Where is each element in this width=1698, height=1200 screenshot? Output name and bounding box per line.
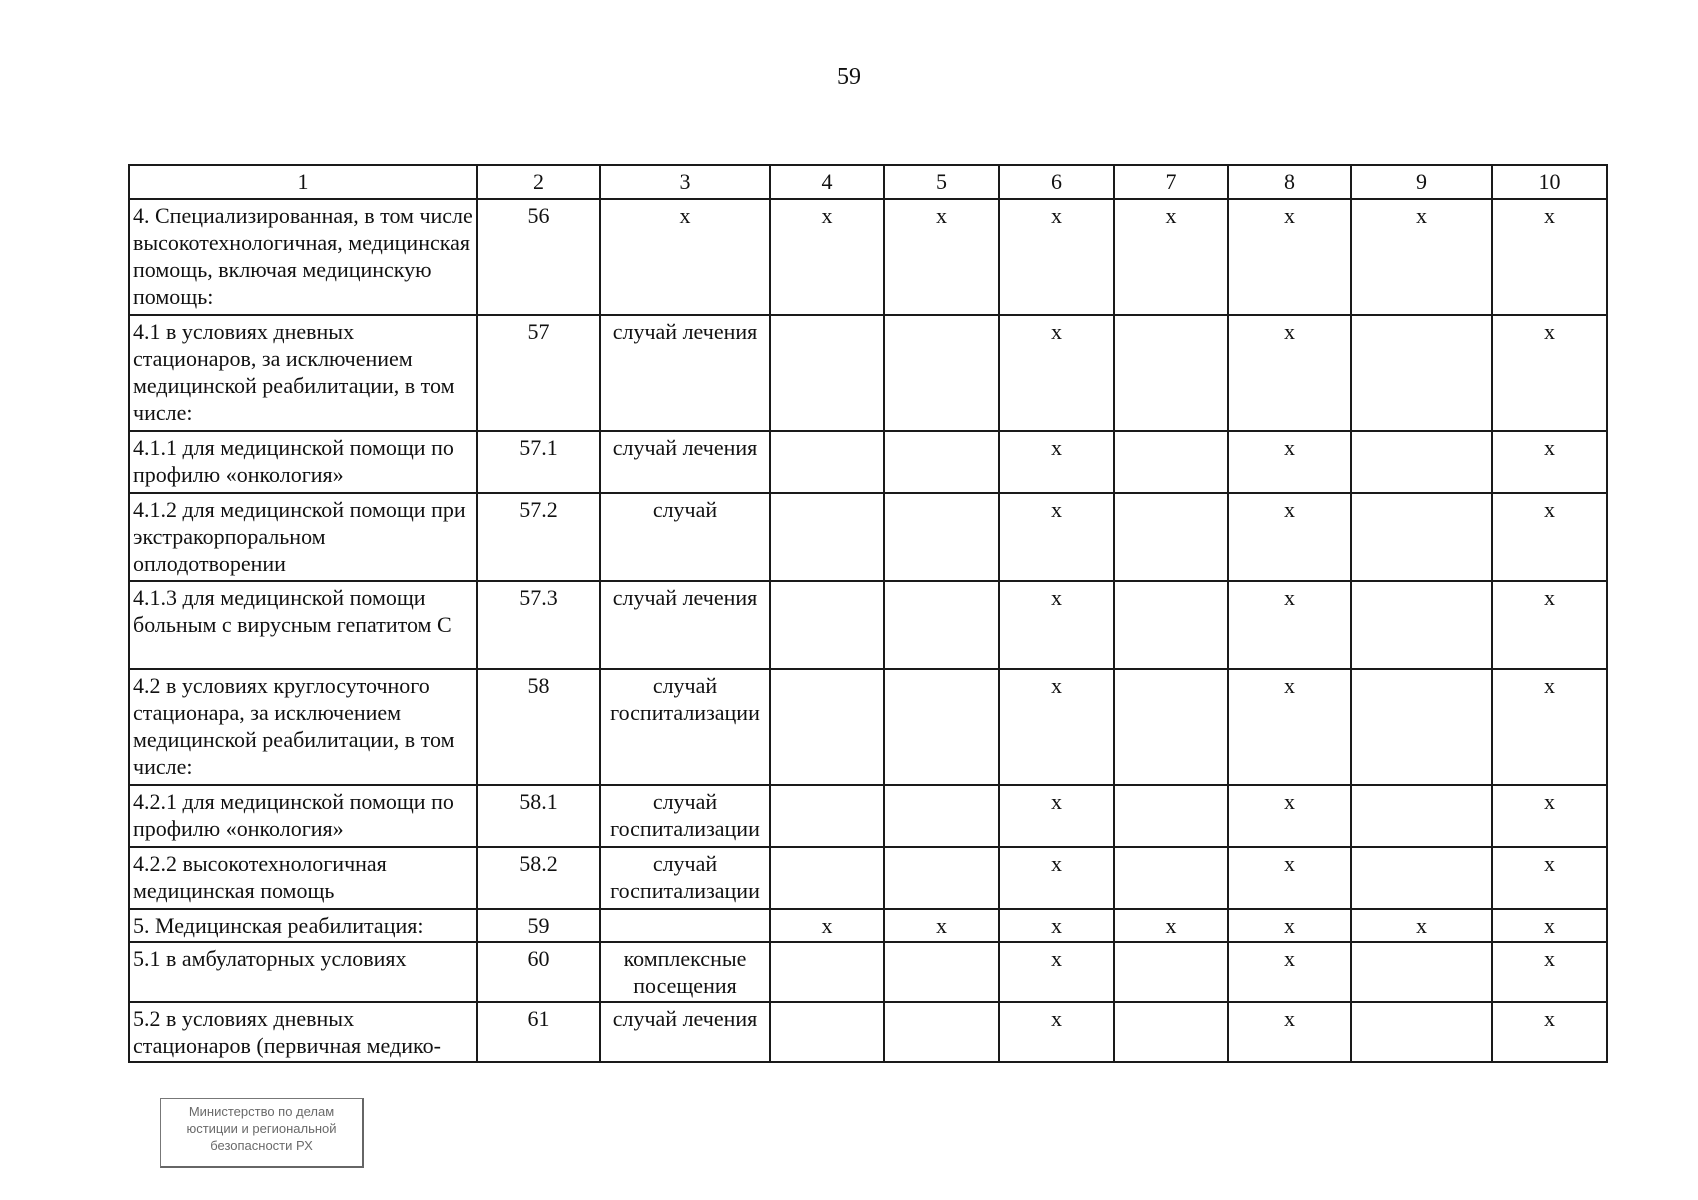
table-row bbox=[129, 785, 1607, 847]
page-number: 59 bbox=[837, 64, 861, 90]
row-name: 4.2.1 для медицинской помощи по профилю «онкология» bbox=[129, 785, 477, 847]
cell-col4 bbox=[770, 315, 884, 431]
row-unit: случай госпитализации bbox=[600, 847, 770, 909]
cell-col4 bbox=[770, 942, 884, 1002]
cell-col7 bbox=[1114, 669, 1228, 785]
cell-col10: х bbox=[1492, 847, 1607, 909]
cell-col10: х bbox=[1492, 581, 1607, 669]
cell-col6: х bbox=[999, 1002, 1114, 1062]
cell-col9: х bbox=[1351, 909, 1492, 942]
cell-col10: х bbox=[1492, 1002, 1607, 1062]
cell-col8: х bbox=[1228, 847, 1351, 909]
cell-col6: х bbox=[999, 199, 1114, 315]
cell-col7 bbox=[1114, 431, 1228, 493]
row-name: 5. Медицинская реабилитация: bbox=[129, 909, 477, 942]
row-name: 4.1.2 для медицинской помощи при экстракорпоральном оплодотворении bbox=[129, 493, 477, 581]
cell-col5 bbox=[884, 785, 999, 847]
cell-col7 bbox=[1114, 847, 1228, 909]
cell-col7 bbox=[1114, 785, 1228, 847]
cell-col6: х bbox=[999, 785, 1114, 847]
row-unit: случай лечения bbox=[600, 1002, 770, 1062]
cell-col5 bbox=[884, 1002, 999, 1062]
cell-col10: х bbox=[1492, 431, 1607, 493]
row-code: 58.1 bbox=[477, 785, 600, 847]
column-header: 1 bbox=[129, 165, 477, 199]
cell-col9 bbox=[1351, 847, 1492, 909]
cell-col9: х bbox=[1351, 199, 1492, 315]
column-header: 9 bbox=[1351, 165, 1492, 199]
cell-col4 bbox=[770, 1002, 884, 1062]
cell-col8: х bbox=[1228, 581, 1351, 669]
cell-col7: х bbox=[1114, 909, 1228, 942]
row-code: 61 bbox=[477, 1002, 600, 1062]
table-row bbox=[129, 581, 1607, 669]
cell-col8: х bbox=[1228, 909, 1351, 942]
cell-col5 bbox=[884, 942, 999, 1002]
cell-col9 bbox=[1351, 581, 1492, 669]
cell-col7 bbox=[1114, 581, 1228, 669]
cell-col8: х bbox=[1228, 493, 1351, 581]
cell-col4 bbox=[770, 431, 884, 493]
cell-col8: х bbox=[1228, 199, 1351, 315]
row-name: 4.1 в условиях дневных стационаров, за исключением медицинской реабилитации, в том числе: bbox=[129, 315, 477, 431]
cell-col4 bbox=[770, 581, 884, 669]
table-row bbox=[129, 493, 1607, 581]
row-unit: случай госпитализации bbox=[600, 785, 770, 847]
cell-col6: х bbox=[999, 315, 1114, 431]
row-name: 4.1.1 для медицинской помощи по профилю «онкология» bbox=[129, 431, 477, 493]
cell-col4 bbox=[770, 847, 884, 909]
cell-col4: х bbox=[770, 909, 884, 942]
row-unit: случай bbox=[600, 493, 770, 581]
cell-col7 bbox=[1114, 493, 1228, 581]
column-header: 5 bbox=[884, 165, 999, 199]
cell-col5 bbox=[884, 847, 999, 909]
cell-col10: х bbox=[1492, 199, 1607, 315]
cell-col4 bbox=[770, 785, 884, 847]
row-unit: х bbox=[600, 199, 770, 315]
row-unit: случай лечения bbox=[600, 581, 770, 669]
row-unit: комплексные посещения bbox=[600, 942, 770, 1002]
cell-col10: х bbox=[1492, 669, 1607, 785]
row-name: 5.2 в условиях дневных стационаров (первичная медико- bbox=[129, 1002, 477, 1062]
row-code: 56 bbox=[477, 199, 600, 315]
row-code: 57.1 bbox=[477, 431, 600, 493]
table-row bbox=[129, 909, 1607, 942]
table-row bbox=[129, 315, 1607, 431]
cell-col5 bbox=[884, 581, 999, 669]
cell-col8: х bbox=[1228, 669, 1351, 785]
cell-col9 bbox=[1351, 431, 1492, 493]
row-unit: случай лечения bbox=[600, 315, 770, 431]
column-header: 4 bbox=[770, 165, 884, 199]
cell-col6: х bbox=[999, 847, 1114, 909]
stamp-line: юстиции и региональной bbox=[186, 1121, 337, 1136]
cell-col5: х bbox=[884, 199, 999, 315]
cell-col5 bbox=[884, 669, 999, 785]
row-code: 57 bbox=[477, 315, 600, 431]
cell-col8: х bbox=[1228, 785, 1351, 847]
table-row bbox=[129, 199, 1607, 315]
row-code: 59 bbox=[477, 909, 600, 942]
cell-col4 bbox=[770, 669, 884, 785]
row-unit: случай лечения bbox=[600, 431, 770, 493]
cell-col5 bbox=[884, 431, 999, 493]
row-name: 5.1 в амбулаторных условиях bbox=[129, 942, 477, 1002]
header-row bbox=[129, 165, 1607, 199]
cell-col7: х bbox=[1114, 199, 1228, 315]
row-code: 58.2 bbox=[477, 847, 600, 909]
cell-col10: х bbox=[1492, 785, 1607, 847]
cell-col10: х bbox=[1492, 315, 1607, 431]
cell-col9 bbox=[1351, 315, 1492, 431]
cell-col8: х bbox=[1228, 315, 1351, 431]
cell-col5: х bbox=[884, 909, 999, 942]
row-name: 4.1.3 для медицинской помощи больным с вирусным гепатитом С bbox=[129, 581, 477, 669]
stamp-line: безопасности РХ bbox=[210, 1138, 313, 1153]
row-name: 4.2.2 высокотехнологичная медицинская помощь bbox=[129, 847, 477, 909]
table-row bbox=[129, 1002, 1607, 1062]
row-code: 57.3 bbox=[477, 581, 600, 669]
cell-col10: х bbox=[1492, 909, 1607, 942]
stamp-line: Министерство по делам bbox=[188, 1104, 335, 1119]
cell-col6: х bbox=[999, 493, 1114, 581]
cell-col9 bbox=[1351, 669, 1492, 785]
cell-col9 bbox=[1351, 785, 1492, 847]
cell-col9 bbox=[1351, 493, 1492, 581]
cell-col8: х bbox=[1228, 1002, 1351, 1062]
row-code: 57.2 bbox=[477, 493, 600, 581]
table-row bbox=[129, 431, 1607, 493]
cell-col6: х bbox=[999, 909, 1114, 942]
cell-col9 bbox=[1351, 942, 1492, 1002]
cell-col6: х bbox=[999, 669, 1114, 785]
row-code: 58 bbox=[477, 669, 600, 785]
cell-col7 bbox=[1114, 1002, 1228, 1062]
table-row bbox=[129, 942, 1607, 1002]
cell-col10: х bbox=[1492, 493, 1607, 581]
ministry-stamp bbox=[160, 1098, 364, 1168]
cell-col9 bbox=[1351, 1002, 1492, 1062]
cell-col7 bbox=[1114, 315, 1228, 431]
column-header: 2 bbox=[477, 165, 600, 199]
cell-col8: х bbox=[1228, 942, 1351, 1002]
cell-col6: х bbox=[999, 431, 1114, 493]
row-unit bbox=[600, 909, 770, 942]
table-row bbox=[129, 669, 1607, 785]
cell-col5 bbox=[884, 315, 999, 431]
table-row bbox=[129, 847, 1607, 909]
cell-col4: х bbox=[770, 199, 884, 315]
cell-col8: х bbox=[1228, 431, 1351, 493]
column-header: 7 bbox=[1114, 165, 1228, 199]
row-code: 60 bbox=[477, 942, 600, 1002]
column-header: 10 bbox=[1492, 165, 1607, 199]
row-name: 4. Специализированная, в том числе высокотехнологичная, медицинская помощь, включая медицинскую помощь: bbox=[129, 199, 477, 315]
column-header: 8 bbox=[1228, 165, 1351, 199]
cell-col6: х bbox=[999, 581, 1114, 669]
cell-col10: х bbox=[1492, 942, 1607, 1002]
row-name: 4.2 в условиях круглосуточного стационара, за исключением медицинской реабилитации, в том числе: bbox=[129, 669, 477, 785]
data-table bbox=[128, 164, 1608, 1063]
column-header: 3 bbox=[600, 165, 770, 199]
cell-col5 bbox=[884, 493, 999, 581]
cell-col7 bbox=[1114, 942, 1228, 1002]
cell-col4 bbox=[770, 493, 884, 581]
row-unit: случай госпитализации bbox=[600, 669, 770, 785]
column-header: 6 bbox=[999, 165, 1114, 199]
cell-col6: х bbox=[999, 942, 1114, 1002]
